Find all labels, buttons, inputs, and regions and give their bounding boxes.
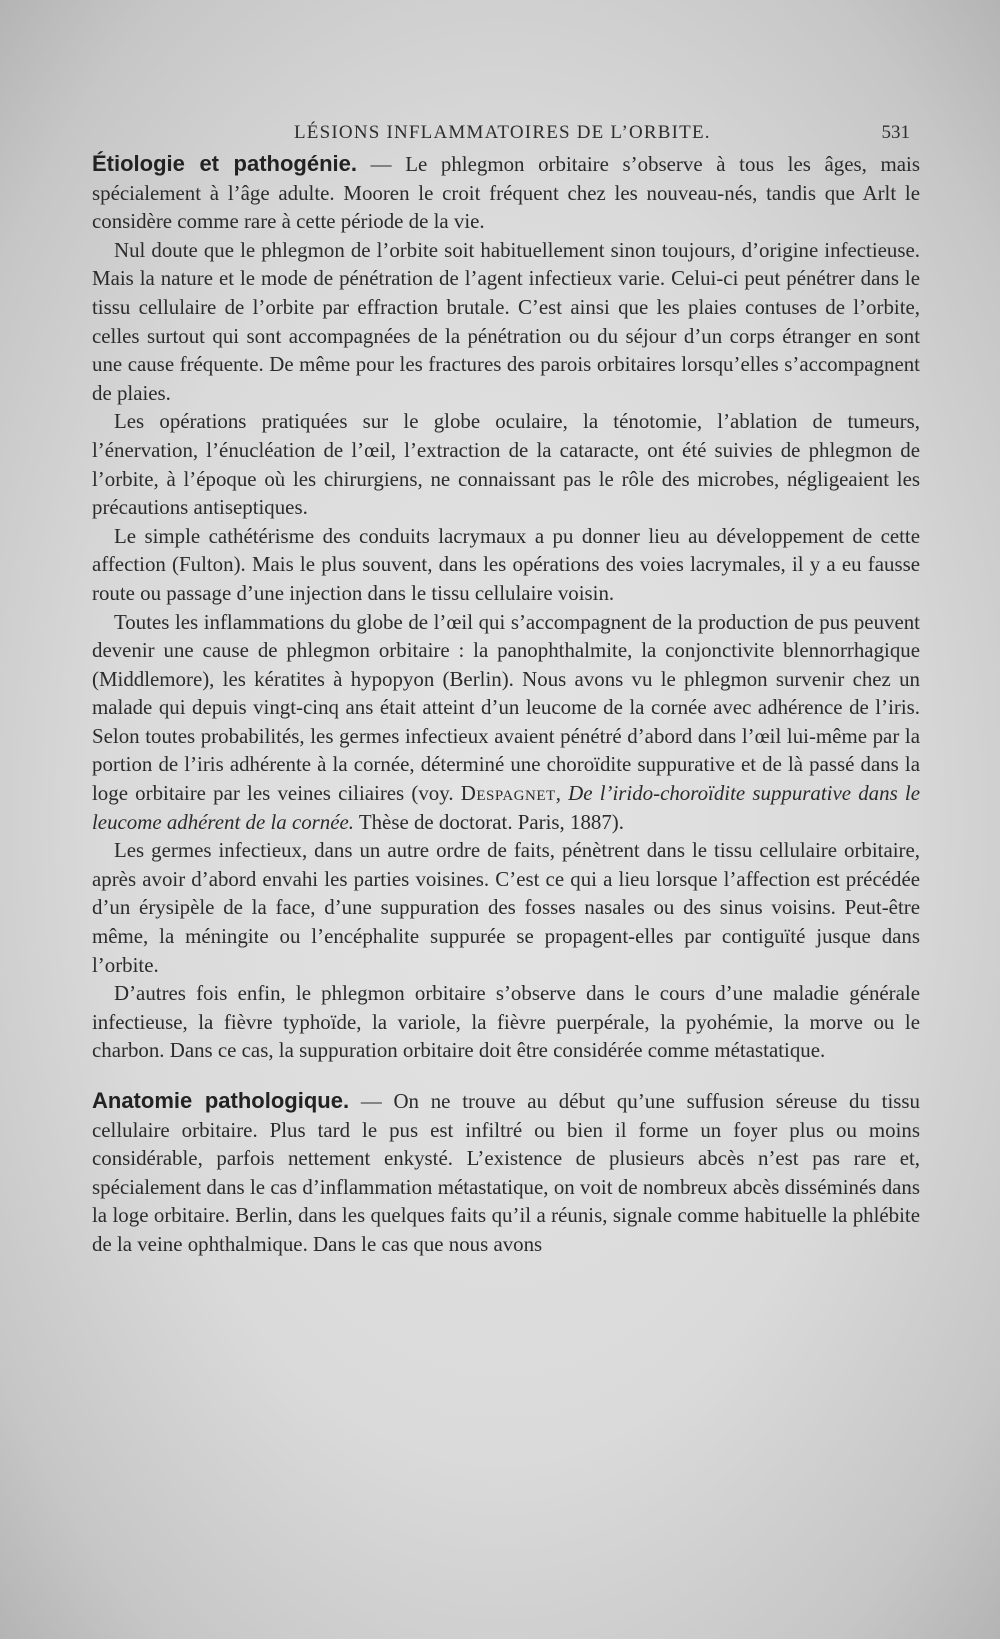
etiologie-intro-text: — Le phlegmon orbitaire s’observe à tous les âges, mais spécialement à l’âge adulte. Mooren le croit fréquent chez les nouveau-nés, tandis que Arlt le considère comme rare à cette période de la vie. [92,152,920,234]
paragraph-catheterisme: Le simple cathétérisme des conduits lacrymaux a pu donner lieu au développement de cette affection (Fulton). Mais le plus souvent, dans les opérations des voies lacrymales, il y a eu fausse route ou passage d’une injection dans le tissu cellulaire voisin. [92,523,920,605]
paragraph-operations: Les opérations pratiquées sur le globe oculaire, la ténotomie, l’ablation de tumeurs, l’énervation, l’énucléation de l’œil, l’extraction de la cataracte, ont été suivies de phlegmon de l’orbite, à l’époque où les chirurgiens, ne connaissant pas le rôle des microbes, négligeaient les précautions antiseptiques. [92,409,920,520]
section-heading-etiologie: Étiologie et pathogénie. [92,151,357,176]
running-head [92,110,920,150]
anatomie-paragraph [92,1087,920,1259]
paragraph-inflammations-text: Toutes les inflammations du globe de l’œil qui s’accompagnent de la production de pus peuvent devenir une cause de phlegmon orbitaire : la panophthalmite, la conjonctivite blennorrhagique (Middlemore), les kératites à hypopyon (Berlin). Nous avons vu le phlegmon survenir chez un malade qui depuis vingt-cinq ans était atteint d’un leucome de la cornée avec adhérence de l’iris. Selon toutes probabilités, les germes infectieux avaient pénétré d’abord dans l’œil lui-même par la portion de l’iris adhérente à la cornée, déterminé une choroïdite suppurative et de là passé dans la loge orbitaire par les veines ciliaires (voy. [92,609,920,806]
section-heading-anatomie: Anatomie pathologique. [92,1088,350,1113]
paragraph-origine-infectieuse: Nul doute que le phlegmon de l’orbite soit habituellement sinon toujours, d’origine infectieuse. Mais la nature et le mode de pénétration de l’agent infectieux varie. Celui-ci peut pénétrer dans le tissu cellulaire de l’orbite par effraction brutale. C’est ainsi que les plaies contuses de l’orbite, celles surtout qui sont accompagnées de la pénétration ou du séjour d’un corps étranger en sont une cause fréquente. De même pour les fractures des parois orbitaires lorsqu’elles s’accompagnent de plaies. [92,237,920,405]
section-spacer [92,1065,920,1087]
paragraph-maladie-generale: D’autres fois enfin, le phlegmon orbitaire s’observe dans le cours d’une maladie générale infectieuse, la fièvre typhoïde, la variole, la fièvre puerpérale, la pyohémie, la morve ou le charbon. Dans ce cas, la suppuration orbitaire doit être considérée comme métastatique. [92,981,920,1063]
paragraph-germes-voisins: Les germes infectieux, dans un autre ordre de faits, pénètrent dans le tissu cellulaire orbitaire, après avoir d’abord envahi les parties voisines. C’est ce qui a lieu lorsque l’affection est précédée d’un érysipèle de la face, d’une suppuration des fosses nasales ou des sinus voisins. Peut-être même, la méningite ou l’encéphalite suppurée se propagent-elles par contiguïté jusque dans l’orbite. [92,838,920,977]
citation-author: Despagnet [460,781,556,806]
citation-title: De l’irido-choroïdite suppurative dans le leucome adhérent de la cornée. [92,781,920,834]
running-head-title: LÉSIONS INFLAMMATOIRES DE L’ORBITE. [294,122,711,143]
book-page [92,110,920,1259]
citation-details: Thèse de doctorat. Paris, 1887). [354,809,624,834]
citation-separator: , [555,781,569,806]
anatomie-text: — On ne trouve au début qu’une suffusion séreuse du tissu cellulaire orbitaire. Plus tard le pus est infiltré ou bien il forme un foyer plus ou moins considérable, parfois nettement enkysté. L’existence de plusieurs abcès n’est pas rare et, spécialement dans le cas d’inflammation métastatique, on voit de nombreux abcès disséminés dans la loge orbitaire. Berlin, dans les quelques faits qu’il a réunis, signale comme habituelle la phlébite de la veine ophthalmique. Dans le cas que nous avons [92,1089,920,1256]
paragraph-inflammations-globe [92,608,920,837]
page-number: 531 [881,122,910,143]
etiologie-intro-paragraph [92,150,920,236]
